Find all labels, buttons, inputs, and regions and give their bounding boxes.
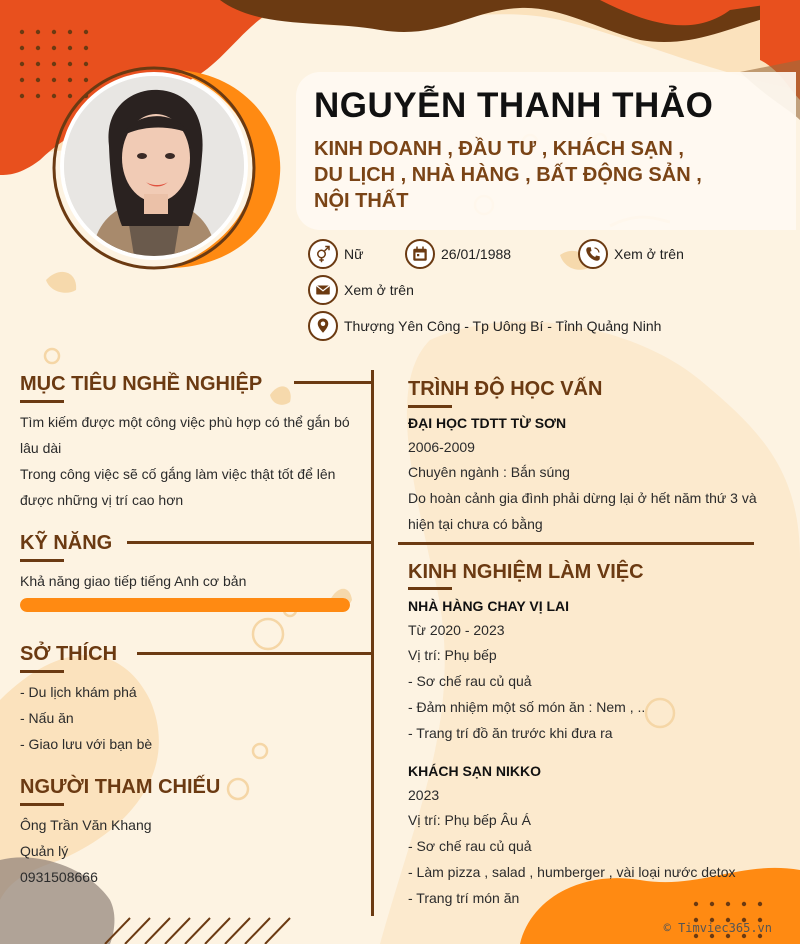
copyright-watermark: © Timviec365.vn — [663, 921, 772, 935]
job-task: - Sơ chế rau củ quả — [408, 673, 532, 689]
phone-icon — [578, 239, 608, 269]
job-role: Vị trí: Phụ bếp — [408, 647, 497, 663]
job-task: - Làm pizza , salad , humberger , vài loại nước detox — [408, 864, 736, 880]
experience-heading: KINH NGHIỆM LÀM VIỆC — [408, 561, 644, 583]
job-task: - Trang trí món ăn — [408, 890, 520, 906]
experience-underline — [408, 587, 452, 590]
reference-heading: NGƯỜI THAM CHIẾU — [20, 776, 221, 798]
skill-level-fill — [20, 598, 350, 612]
job-task: - Đảm nhiệm một số món ăn : Nem , .. — [408, 699, 646, 715]
objective-heading: MỤC TIÊU NGHỀ NGHIỆP — [20, 373, 263, 395]
skills-underline — [20, 559, 64, 562]
column-divider — [371, 370, 374, 916]
dob-value: 26/01/1988 — [441, 246, 512, 262]
avatar — [60, 72, 248, 260]
contact-phone — [578, 239, 684, 269]
objective-heading-line — [294, 381, 374, 384]
job-task: - Sơ chế rau củ quả — [408, 838, 532, 854]
gender-icon — [308, 239, 338, 269]
skill-name: Khả năng giao tiếp tiếng Anh cơ bản — [20, 573, 247, 589]
hobbies-heading-line — [137, 652, 374, 655]
email-value: Xem ở trên — [344, 282, 414, 298]
phone-value: Xem ở trên — [614, 246, 684, 262]
reference-underline — [20, 803, 64, 806]
candidate-title: KINH DOANH , ĐẦU TƯ , KHÁCH SẠN , DU LỊCH , NHÀ HÀNG , BẤT ĐỘNG SẢN , NỘI THẤT — [314, 138, 702, 212]
objective-line: Trong công việc sẽ cố gắng làm việc thật tốt để lên được những vị trí cao hơn — [20, 466, 336, 508]
hobbies-underline — [20, 670, 64, 673]
location-pin-icon — [308, 311, 338, 341]
objective-underline — [20, 400, 64, 403]
job-company: KHÁCH SẠN NIKKO — [408, 763, 541, 779]
education-major: Chuyên ngành : Bắn súng — [408, 464, 570, 480]
hobbies-heading: SỞ THÍCH — [20, 643, 118, 665]
education-underline — [408, 405, 452, 408]
job-role: Vị trí: Phụ bếp Âu Á — [408, 812, 531, 828]
hobby-item: - Du lịch khám phá — [20, 684, 137, 700]
education-period: 2006-2009 — [408, 439, 475, 455]
envelope-icon — [308, 275, 338, 305]
skills-heading: KỸ NĂNG — [20, 532, 113, 554]
school-name: ĐẠI HỌC TDTT TỪ SƠN — [408, 415, 567, 431]
avatar-portrait — [64, 76, 244, 256]
contact-dob — [405, 239, 511, 269]
hobby-item: - Nấu ăn — [20, 710, 74, 726]
address-value: Thượng Yên Công - Tp Uông Bí - Tỉnh Quảng Ninh — [344, 318, 662, 334]
skill-level-bar — [20, 598, 350, 612]
job-period: Từ 2020 - 2023 — [408, 622, 505, 638]
objective-line: Tìm kiếm được một công việc phù hợp có thể gắn bó lâu dài — [20, 414, 350, 456]
gender-value: Nữ — [344, 246, 364, 262]
candidate-name: NGUYỄN THANH THẢO — [314, 86, 714, 125]
contact-email — [308, 275, 414, 305]
education-heading: TRÌNH ĐỘ HỌC VẤN — [408, 378, 603, 400]
job-company: NHÀ HÀNG CHAY VỊ LAI — [408, 598, 570, 614]
education-divider — [398, 542, 754, 545]
profile-photo-frame — [54, 66, 254, 266]
calendar-icon — [405, 239, 435, 269]
education-note: Do hoàn cảnh gia đình phải dừng lại ở hết năm thứ 3 và hiện tại chưa có bằng — [408, 490, 757, 532]
reference-position: Quản lý — [20, 843, 69, 859]
reference-phone: 0931508666 — [20, 869, 98, 885]
skills-heading-line — [127, 541, 374, 544]
job-task: - Trang trí đồ ăn trước khi đưa ra — [408, 725, 613, 741]
job-period: 2023 — [408, 787, 440, 803]
reference-name: Ông Trần Văn Khang — [20, 817, 152, 833]
contact-address — [308, 311, 661, 341]
hobby-item: - Giao lưu với bạn bè — [20, 736, 153, 752]
contact-gender — [308, 239, 363, 269]
